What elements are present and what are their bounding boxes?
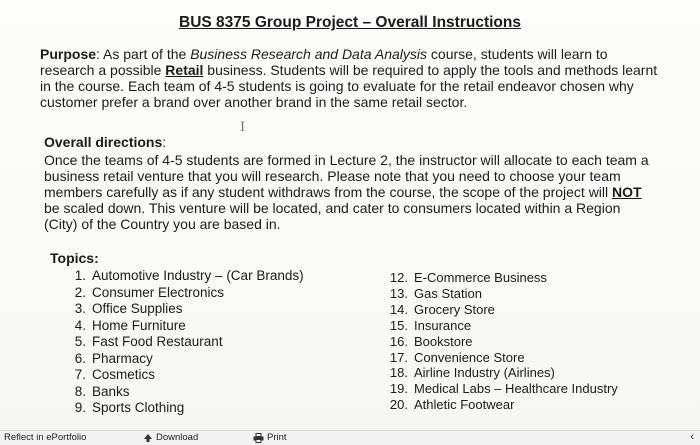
topic-number: 17. [389,349,408,365]
purpose-text-before: : As part of the [96,46,191,62]
topic-number: 14. [389,301,408,317]
topic-label: Medical Labs – Healthcare Industry [414,381,618,397]
topic-item [64,334,304,351]
topic-label: Convenience Store [414,349,525,365]
topic-number: 7. [74,367,86,382]
purpose-label: Purpose [40,46,97,62]
topic-label: Pharmacy [92,350,153,366]
reflect-eportfolio-label: Reflect in ePortfolio [4,432,87,443]
topic-number: 18. [389,365,408,381]
topic-item [386,397,618,413]
topic-number: 19. [389,381,408,397]
topic-label: Gas Station [414,285,482,301]
directions-text-after: be scaled down. This venture will be located, and cater to consumers located within a Region (City) of the Country you are based in. [44,200,621,232]
topic-item [64,351,304,368]
topic-item [386,381,618,397]
download-label: Download [156,432,199,443]
topic-item [64,384,304,401]
text-cursor-icon: I [240,120,246,135]
topic-item [386,318,618,334]
topic-label: Consumer Electronics [92,284,225,300]
reflect-eportfolio-button[interactable] [4,432,86,443]
purpose-paragraph [40,46,660,110]
topic-label: Grocery Store [414,301,495,317]
topic-item [386,302,618,318]
topic-label: Athletic Footwear [414,397,515,413]
topic-number: 4. [74,317,86,333]
topic-number: 13. [389,285,408,301]
retail-emphasis: Retail [165,62,204,78]
topic-number: 5. [74,334,86,349]
bottom-toolbar [0,430,700,445]
topic-label: E-Commerce Business [414,270,547,285]
topics-list-left [64,268,304,417]
topic-label: Airline Industry (Airlines) [414,365,555,381]
topic-item [386,334,618,350]
topic-number: 16. [389,333,408,349]
topic-item [64,318,304,335]
topic-item [64,400,304,417]
topic-number: 6. [74,350,86,366]
topic-number: 3. [74,301,86,316]
topic-item [386,350,618,366]
topic-item [386,270,618,286]
topic-item [64,301,304,318]
topic-item [386,286,618,302]
topic-number: 2. [74,284,86,300]
topic-label: Bookstore [414,333,473,349]
topic-label: Banks [92,383,130,399]
topic-item [386,365,618,381]
directions-text-before: Once the teams of 4-5 students are formed in Lecture 2, the instructor will allocate to each team a business retail venture that you will research. Please note that you need to choose your team members carefully as if any student withdraws from the course, the scope of the project will [44,152,649,200]
print-label: Print [267,432,287,443]
course-name: Business Research and Data Analysis [190,46,428,62]
topic-label: Home Furniture [92,317,186,333]
directions-heading: Overall directions: [44,134,167,150]
printer-icon [253,433,264,443]
topic-label: Cosmetics [92,367,156,382]
topic-label: Sports Clothing [92,400,185,415]
topic-label: Automotive Industry – (Car Brands) [92,268,304,283]
topics-heading: Topics: [50,250,99,266]
topic-label: Office Supplies [92,301,183,316]
topic-number: 1. [74,268,86,283]
page-title: BUS 8375 Group Project – Overall Instructions [179,14,521,31]
topic-number: 9. [74,400,86,415]
topic-number: 15. [389,317,408,333]
purpose-text-mid: course, students will learn to research a possible [40,46,608,78]
topic-number: 12. [389,270,408,285]
download-button[interactable] [143,432,198,443]
topic-item [64,268,304,285]
collapse-chevron-icon[interactable]: ‹ [690,431,694,443]
topic-label: Fast Food Restaurant [92,334,223,349]
directions-paragraph [44,152,654,232]
topic-label: Insurance [414,317,472,333]
not-emphasis: NOT [612,184,642,200]
topic-number: 8. [74,383,86,399]
print-button[interactable] [253,432,287,443]
download-icon [143,433,153,443]
topics-list-right [386,270,618,413]
topic-number: 20. [389,397,408,413]
purpose-text-after: business. Students will be required to apply the tools and methods learnt in the course. Each team of 4-5 students is going to evaluate for the retail endeavor chosen why customer prefer a brand over another brand in the same retail sector. [40,62,658,110]
topic-item [64,285,304,302]
topic-item [64,367,304,384]
